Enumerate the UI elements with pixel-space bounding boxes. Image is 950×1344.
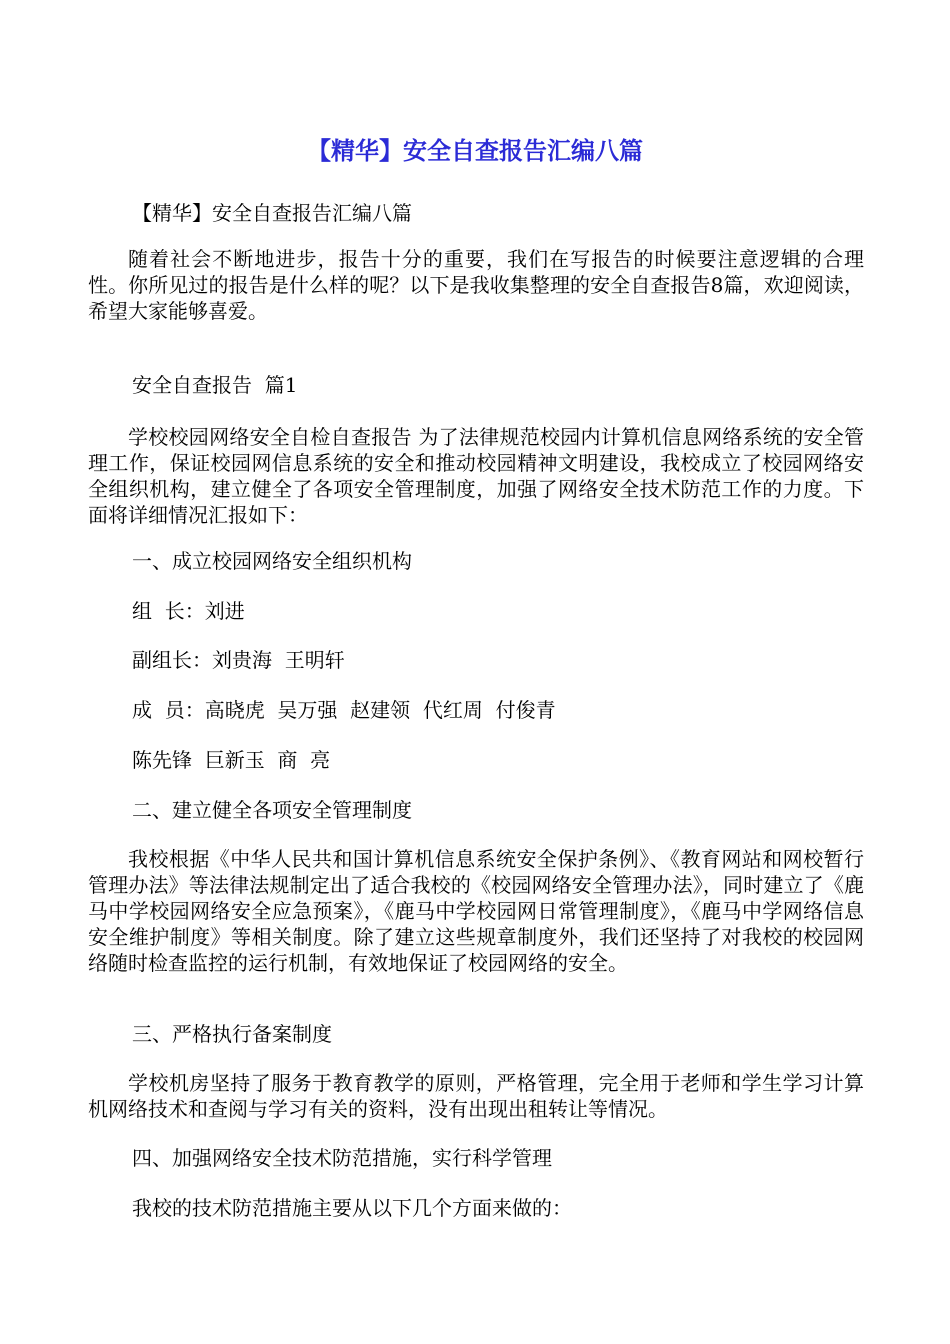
- document-title: 【精华】安全自查报告汇编八篇: [307, 137, 643, 165]
- paragraph-2: 我校根据《中华人民共和国计算机信息系统安全保护条例》、《教育网站和网校暂行管理办法》等法律法规制定出了适合我校的《校园网络安全管理办法》，同时建立了《鹿马中学校园网络安全应急预案》，《鹿马中学校园网日常管理制度》，《鹿马中学网络信息安全维护制度》等相关制度。除了建立这些规章制度外，我们还坚持了对我校的校园网络随时检查监控的运行机制，有效地保证了校园网络的安全。: [88, 847, 864, 975]
- deputy-line: 副组长：刘贵海 王明轩: [132, 648, 345, 672]
- members-line-1: 成 员：高晓虎 吴万强 赵建领 代红周 付俊青: [132, 698, 556, 722]
- intro-paragraph: 随着社会不断地进步，报告十分的重要，我们在写报告的时候要注意逻辑的合理性。你所见过的报告是什么样的呢？以下是我收集整理的安全自查报告8篇，欢迎阅读，希望大家能够喜爱。: [88, 247, 864, 323]
- paragraph-4: 我校的技术防范措施主要从以下几个方面来做的：: [132, 1196, 572, 1220]
- heading-2: 二、建立健全各项安全管理制度: [132, 798, 412, 822]
- heading-3: 三、严格执行备案制度: [132, 1022, 332, 1046]
- heading-1: 一、成立校园网络安全组织机构: [132, 549, 412, 573]
- section-heading: 安全自查报告 篇1: [132, 373, 298, 397]
- leader-line: 组 长：刘进: [132, 599, 245, 623]
- heading-4: 四、加强网络安全技术防范措施，实行科学管理: [132, 1146, 552, 1170]
- members-line-2: 陈先锋 巨新玉 商 亮: [132, 748, 331, 772]
- subtitle-line: 【精华】安全自查报告汇编八篇: [132, 201, 412, 225]
- paragraph-3: 学校机房坚持了服务于教育教学的原则，严格管理，完全用于老师和学生学习计算机网络技术和查阅与学习有关的资料，没有出现出租转让等情况。: [88, 1071, 864, 1121]
- paragraph-1: 学校校园网络安全自检自查报告 为了法律规范校园内计算机信息网络系统的安全管理工作，保证校园网信息系统的安全和推动校园精神文明建设，我校成立了校园网络安全组织机构，建立健全了各项安全管理制度，加强了网络安全技术防范工作的力度。下面将详细情况汇报如下：: [88, 425, 864, 527]
